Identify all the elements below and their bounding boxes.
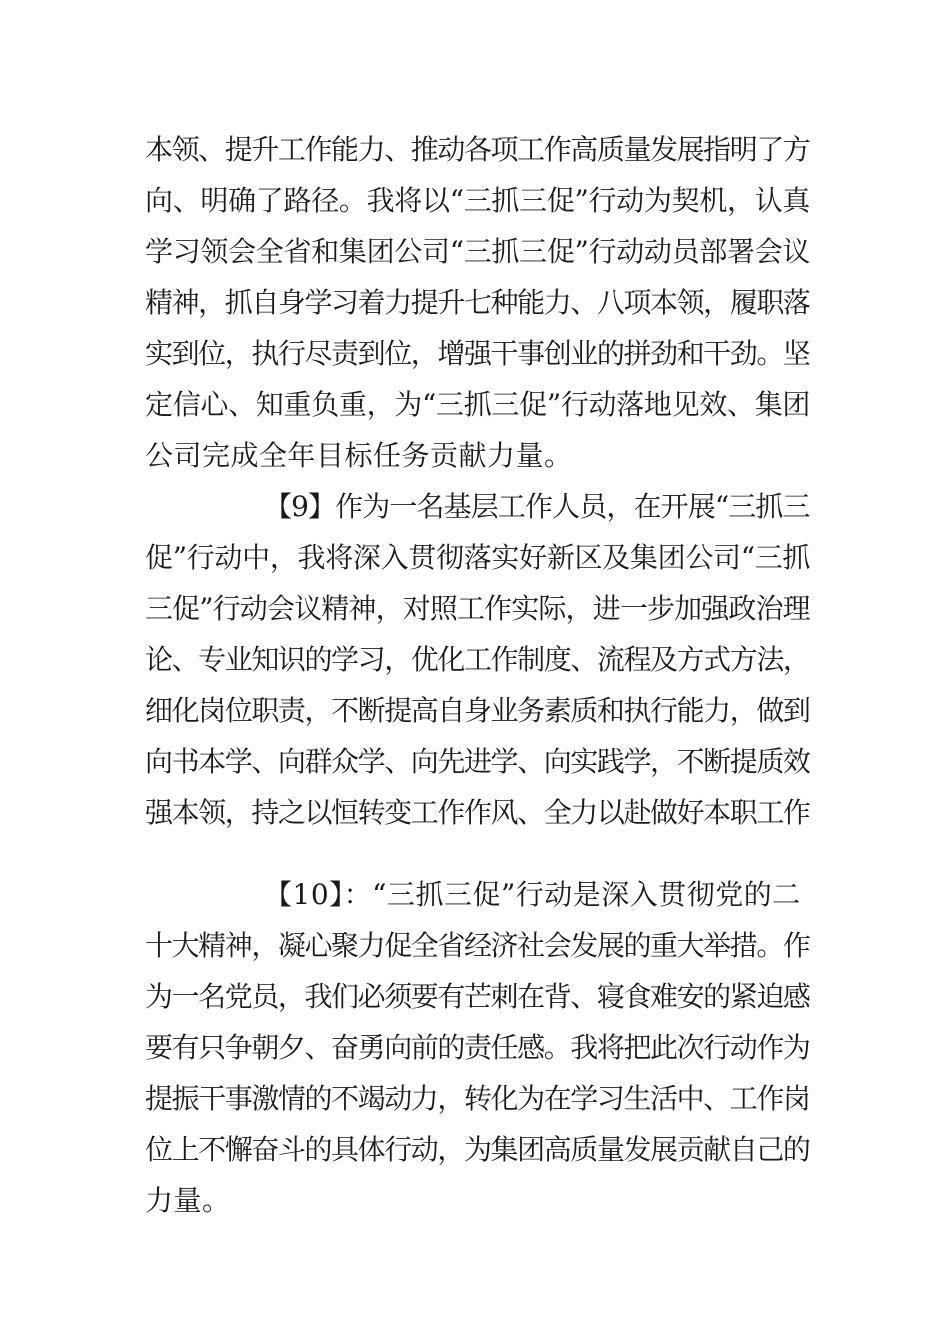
paragraph-1-line-1: 本领、提升工作能力、推动各项工作高质量发展指明了方 [145, 133, 810, 166]
paragraph-3-line-6: 位上不懈奋斗的具体行动，为集团高质量发展贡献自己的 [145, 1133, 810, 1166]
paragraph-2-line-7: 强本领，持之以恒转变工作作风、全力以赴做好本职工作 [145, 796, 810, 829]
paragraph-1-line-5: 实到位，执行尽责到位，增强干事创业的拼劲和干劲。坚 [145, 337, 810, 370]
paragraph-2-line-3: 三促”行动会议精神，对照工作实际，进一步加强政治理 [145, 592, 810, 625]
paragraph-1-line-3: 学习领会全省和集团公司“三抓三促”行动动员部署会议 [145, 235, 811, 268]
paragraph-2-line-2: 促”行动中，我将深入贯彻落实好新区及集团公司“三抓 [145, 541, 811, 574]
paragraph-2-line-1: 【9】作为一名基层工作人员，在开展“三抓三 [264, 490, 810, 523]
paragraph-3-line-4: 要有只争朝夕、奋勇向前的责任感。我将把此次行动作为 [145, 1031, 810, 1064]
paragraph-3-line-3: 为一名党员，我们必须要有芒刺在背、寝食难安的紧迫感 [145, 980, 810, 1013]
paragraph-1-line-6: 定信心、知重负重，为“三抓三促”行动落地见效、集团 [145, 388, 811, 421]
paragraph-1-line-4: 精神，抓自身学习着力提升七种能力、八项本领，履职落 [145, 286, 810, 319]
paragraph-3-line-1: 【10】：“三抓三促”行动是深入贯彻党的二 [264, 878, 801, 911]
paragraph-1-line-2: 向、明确了路径。我将以“三抓三促”行动为契机，认真 [145, 184, 811, 217]
paragraph-3-line-5: 提振干事激情的不竭动力，转化为在学习生活中、工作岗 [145, 1082, 810, 1115]
paragraph-2-line-4: 论、专业知识的学习，优化工作制度、流程及方式方法， [145, 643, 810, 676]
paragraph-1-line-7: 公司完成全年目标任务贡献力量。 [145, 439, 573, 472]
paragraph-2-line-6: 向书本学、向群众学、向先进学、向实践学，不断提质效 [145, 745, 810, 778]
paragraph-3-line-7: 力量。 [145, 1184, 231, 1217]
paragraph-3-line-2: 十大精神，凝心聚力促全省经济社会发展的重大举措。作 [145, 929, 810, 962]
paragraph-2-line-5: 细化岗位职责，不断提高自身业务素质和执行能力，做到 [145, 694, 810, 727]
